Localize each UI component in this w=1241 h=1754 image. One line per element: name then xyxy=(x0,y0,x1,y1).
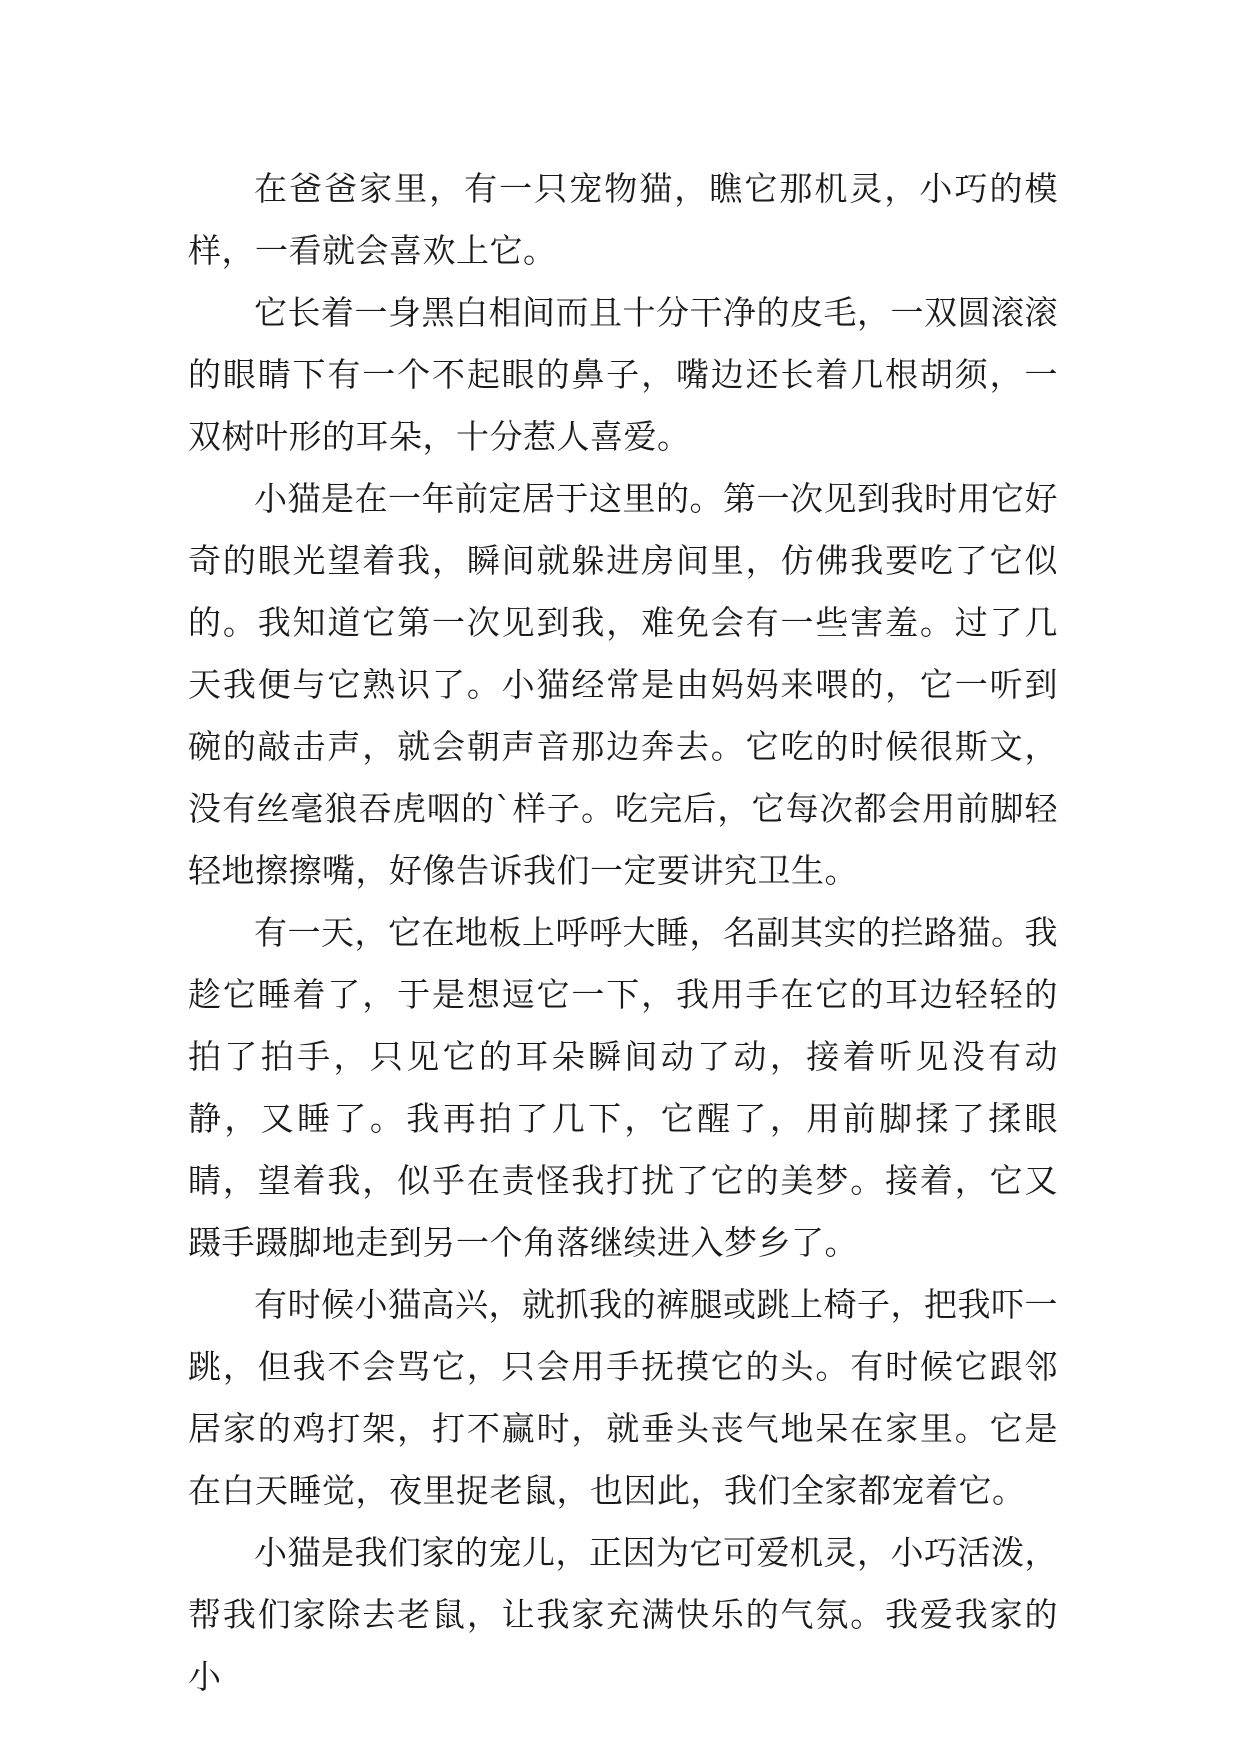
paragraph-5: 有时候小猫高兴，就抓我的裤腿或跳上椅子，把我吓一跳，但我不会骂它，只会用手抚摸它的头。有时候它跟邻居家的鸡打架，打不赢时，就垂头丧气地呆在家里。它是在白天睡觉，夜里捉老鼠，也因此，我们全家都宠着它。 xyxy=(188,1285,1058,1510)
paragraph-1: 在爸爸家里，有一只宠物猫，瞧它那机灵，小巧的模样，一看就会喜欢上它。 xyxy=(188,169,1058,270)
paragraph-6: 小猫是我们家的宠儿，正因为它可爱机灵，小巧活泼，帮我们家除去老鼠，让我家充满快乐的气氛。我爱我家的小 xyxy=(188,1533,1058,1696)
paragraph-2: 它长着一身黑白相间而且十分干净的皮毛，一双圆滚滚的眼睛下有一个不起眼的鼻子，嘴边还长着几根胡须，一双树叶形的耳朵，十分惹人喜爱。 xyxy=(188,293,1058,456)
paragraph-4: 有一天，它在地板上呼呼大睡，名副其实的拦路猫。我趁它睡着了，于是想逗它一下，我用手在它的耳边轻轻的拍了拍手，只见它的耳朵瞬间动了动，接着听见没有动静，又睡了。我再拍了几下，它醒了，用前脚揉了揉眼睛，望着我，似乎在责怪我打扰了它的美梦。接着，它又蹑手蹑脚地走到另一个角落继续进入梦乡了。 xyxy=(188,913,1058,1262)
paragraph-3: 小猫是在一年前定居于这里的。第一次见到我时用它好奇的眼光望着我，瞬间就躲进房间里，仿佛我要吃了它似的。我知道它第一次见到我，难免会有一些害羞。过了几天我便与它熟识了。小猫经常是由妈妈来喂的，它一听到碗的敲击声，就会朝声音那边奔去。它吃的时候很斯文，没有丝毫狼吞虎咽的`样子。吃完后，它每次都会用前脚轻轻地擦擦嘴，好像告诉我们一定要讲究卫生。 xyxy=(188,479,1058,890)
article-body xyxy=(188,158,1058,1708)
